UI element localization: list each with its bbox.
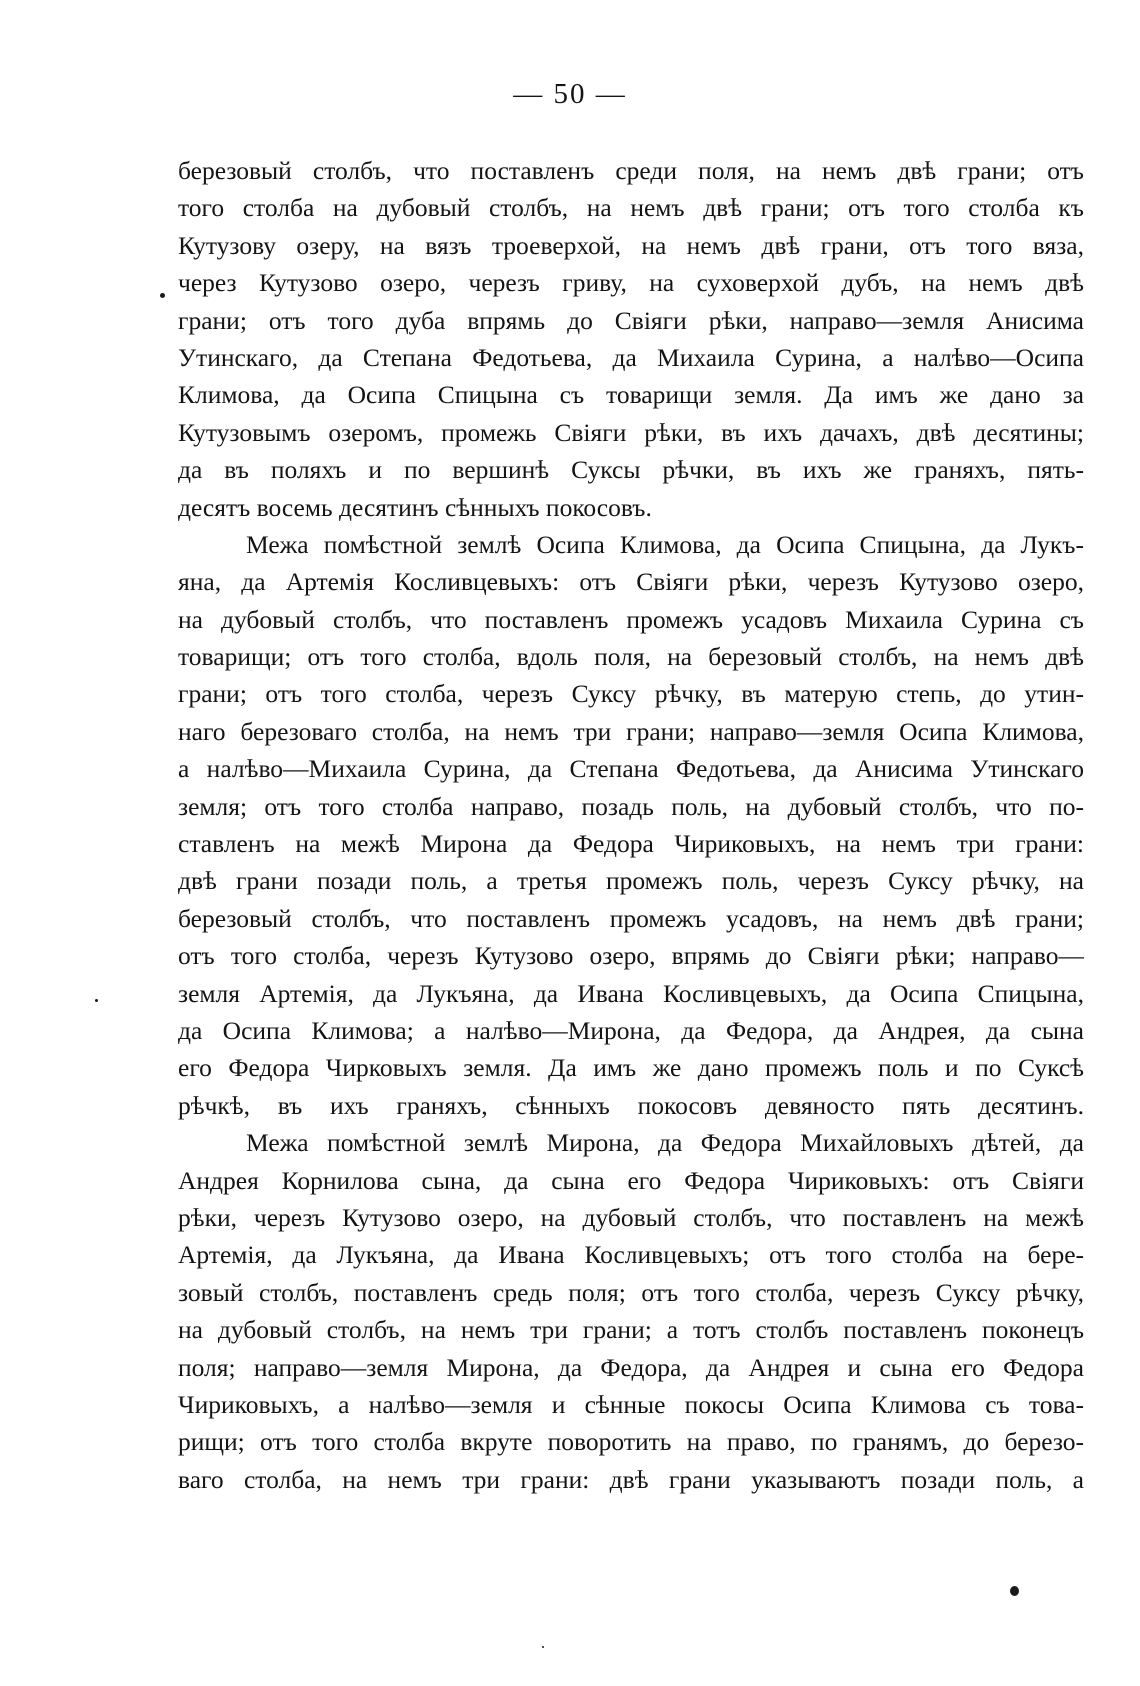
- page-number: — 50 —: [513, 78, 627, 110]
- text-line: Климова, да Осипа Спицына съ товарищи земля. Да имъ же дано за: [178, 380, 1084, 410]
- text-line: грани; отъ того столба, черезъ Суксу рѣчку, въ матерую степь, до утин-: [178, 679, 1084, 709]
- text-line: отъ того столба, черезъ Кутузово озеро, впрямь до Свіяги рѣки; направо—: [178, 941, 1084, 971]
- text-line: земля Артемія, да Лукъяна, да Ивана Косливцевыхъ, да Осипа Спицына,: [178, 978, 1084, 1008]
- text-line: рищи; отъ того столба вкруте поворотить на право, по гранямъ, до березо-: [178, 1427, 1084, 1457]
- text-line: да Осипа Климова; а налѣво—Мирона, да Федора, да Андрея, да сына: [178, 1015, 1084, 1045]
- text-line: на дубовый столбъ, что поставленъ промежъ усадовъ Михаила Сурина съ: [178, 604, 1084, 634]
- paragraph-1: [178, 152, 1084, 526]
- text-line: Утинскаго, да Степана Федотьева, да Михаила Сурина, а налѣво—Осипа: [178, 342, 1084, 372]
- text-line: Чириковыхъ, а налѣво—земля и сѣнные покосы Осипа Климова съ това-: [178, 1389, 1084, 1419]
- text-line: зовый столбъ, поставленъ средь поля; отъ того столба, черезъ Суксу рѣчку,: [178, 1277, 1084, 1307]
- text-line: да въ поляхъ и по вершинѣ Суксы рѣчки, въ ихъ же граняхъ, пять-: [178, 455, 1084, 485]
- body-text: [178, 152, 1084, 1498]
- text-line: Андрея Корнилова сына, да сына его Федора Чириковыхъ: отъ Свіяги: [178, 1165, 1084, 1195]
- text-line: березовый столбъ, что поставленъ промежъ усадовъ, на немъ двѣ грани;: [178, 903, 1084, 933]
- text-line: наго березоваго столба, на немъ три грани; направо—земля Осипа Климова,: [178, 716, 1084, 746]
- text-line: яна, да Артемія Косливцевыхъ: отъ Свіяги рѣки, черезъ Кутузово озеро,: [178, 567, 1084, 597]
- paragraph-2: [178, 526, 1084, 1124]
- scan-speck: [95, 999, 98, 1002]
- text-line: Кутузову озеру, на вязъ троеверхой, на немъ двѣ грани, отъ того вяза,: [178, 230, 1084, 260]
- scan-speck: [160, 293, 165, 298]
- text-line: рѣчкѣ, въ ихъ граняхъ, сѣнныхъ покосовъ девяносто пять десятинъ.: [178, 1090, 1084, 1120]
- text-line: на дубовый столбъ, на немъ три грани; а тотъ столбъ поставленъ поконецъ: [178, 1315, 1084, 1345]
- text-line: товарищи; отъ того столба, вдоль поля, на березовый столбъ, на немъ двѣ: [178, 642, 1084, 672]
- text-line: грани; отъ того дуба впрямь до Свіяги рѣки, направо—земля Анисима: [178, 305, 1084, 335]
- text-line: того столба на дубовый столбъ, на немъ двѣ грани; отъ того столба къ: [178, 193, 1084, 223]
- text-line: Межа помѣстной землѣ Мирона, да Федора Михайловыхъ дѣтей, да: [246, 1128, 1084, 1158]
- text-line: рѣки, черезъ Кутузово озеро, на дубовый столбъ, что поставленъ на межѣ: [178, 1202, 1084, 1232]
- paragraph-3: [178, 1124, 1084, 1498]
- text-line: земля; отъ того столба направо, позадь поль, на дубовый столбъ, что по-: [178, 791, 1084, 821]
- text-line: Артемія, да Лукъяна, да Ивана Косливцевыхъ; отъ того столба на бере-: [178, 1240, 1084, 1270]
- text-line: его Федора Чирковыхъ земля. Да имъ же дано промежъ поль и по Суксѣ: [178, 1053, 1084, 1083]
- scan-speck: [542, 1646, 544, 1648]
- text-line: ваго столба, на немъ три грани: двѣ грани указываютъ позади поль, а: [178, 1464, 1084, 1494]
- text-line: десятъ восемь десятинъ сѣнныхъ покосовъ.: [178, 492, 652, 522]
- text-line: двѣ грани позади поль, а третья промежъ поль, черезъ Суксу рѣчку, на: [178, 866, 1084, 896]
- text-line: через Кутузово озеро, черезъ гриву, на суховерхой дубъ, на немъ двѣ: [178, 268, 1084, 298]
- text-line: Межа помѣстной землѣ Осипа Климова, да Осипа Спицына, да Лукъ-: [246, 529, 1084, 559]
- text-line: березовый столбъ, что поставленъ среди поля, на немъ двѣ грани; отъ: [178, 156, 1084, 185]
- text-line: поля; направо—земля Мирона, да Федора, да Андрея и сына его Федора: [178, 1352, 1084, 1382]
- text-line: ставленъ на межѣ Мирона да Федора Чириковыхъ, на немъ три грани:: [178, 829, 1084, 859]
- text-line: а налѣво—Михаила Сурина, да Степана Федотьева, да Анисима Утинскаго: [178, 754, 1084, 784]
- text-line: Кутузовымъ озеромъ, промежь Свіяги рѣки, въ ихъ дачахъ, двѣ десятины;: [178, 417, 1084, 447]
- scan-speck: [1010, 1586, 1019, 1596]
